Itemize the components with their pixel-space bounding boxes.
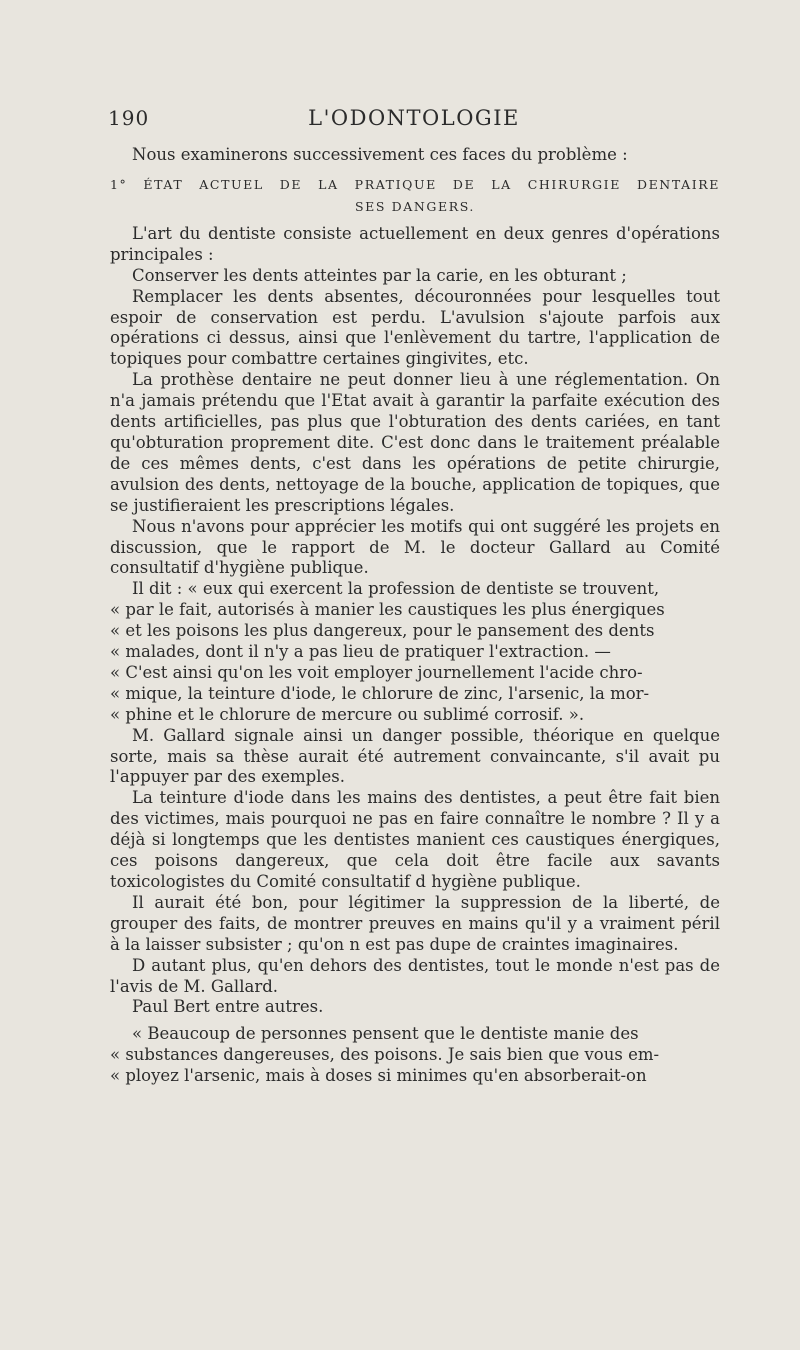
quote-line: « C'est ainsi qu'on les voit employer journellement l'acide chro- (110, 662, 643, 682)
paragraph: La teinture d'iode dans les mains des dentistes, a peut être fait bien des victimes, mais pourquoi ne pas en faire connaître le nombre ? Il y a déjà si longtemps que les dentistes manient ces caustiques énergiques, ces poisons dangereux, que cela doit être facile aux savants toxicologistes du Comité consultatif d hygiène publique. (110, 788, 720, 891)
paragraph: D autant plus, qu'en dehors des dentistes, tout le monde n'est pas de l'avis de M. Gallard. (110, 955, 720, 996)
quote-line: Il dit : « eux qui exercent la profession de dentiste se trouvent, (132, 579, 660, 599)
paragraph: Conserver les dents atteintes par la carie, en les obturant ; (132, 265, 627, 285)
paragraph: Remplacer les dents absentes, découronnées pour lesquelles tout espoir de conservation est perdu. L'avulsion s'ajoute parfois aux opérations ci dessus, ainsi que l'enlèvement du tartre, l'application de topiques pour combattre certaines gingivites, etc. (110, 286, 720, 369)
section-heading-line-2: SES DANGERS. (354, 198, 476, 214)
quote-line: « malades, dont il n'y a pas lieu de pratiquer l'extraction. — (110, 642, 611, 662)
quote-line: « substances dangereuses, des poisons. Je sais bien que vous em- (110, 1045, 660, 1065)
quote-line: « mique, la teinture d'iode, le chlorure de zinc, l'arsenic, la mor- (110, 683, 650, 703)
section-heading (110, 174, 720, 218)
paragraph: Paul Bert entre autres. (132, 997, 324, 1017)
section-heading-line-1: 1° ÉTAT ACTUEL DE LA PRATIQUE DE LA CHIRURGIE DENTAIRE (110, 176, 720, 192)
page-header (108, 102, 720, 138)
intro-paragraph: Nous examinerons successivement ces faces du problème : (132, 145, 628, 164)
quote-line: « phine et le chlorure de mercure ou sublimé corrosif. ». (110, 704, 585, 724)
quotation-paul-bert (110, 1024, 720, 1087)
paragraph: La prothèse dentaire ne peut donner lieu à une réglementation. On n'a jamais prétendu que l'Etat avait à garantir la parfaite exécution des dents artificielles, pas plus que l'obturation des dents cariées, en tant qu'obturation proprement dite. C'est donc dans le traitement préalable de ces mêmes dents, c'est dans les opérations de petite chirurgie, avulsion des dents, nettoyage de la bouche, application de topiques, que se justifieraient les prescriptions légales. (110, 370, 720, 515)
quote-line: « ployez l'arsenic, mais à doses si minimes qu'en absorberait-on (110, 1066, 647, 1086)
quote-line: « et les poisons les plus dangereux, pour le pansement des dents (110, 621, 655, 641)
quote-line: « par le fait, autorisés à manier les caustiques les plus énergiques (110, 600, 665, 620)
body-text (110, 145, 720, 1087)
paragraph: Nous n'avons pour apprécier les motifs qui ont suggéré les projets en discussion, que le rapport de M. le docteur Gallard au Comité consultatif d'hygiène publique. (110, 516, 720, 578)
quote-line: « Beaucoup de personnes pensent que le dentiste manie des (132, 1024, 639, 1044)
running-title: L'ODONTOLOGIE (308, 106, 520, 130)
paragraph: L'art du dentiste consiste actuellement en deux genres d'opérations principales : (110, 223, 720, 264)
page-number: 190 (108, 106, 150, 130)
paragraph: M. Gallard signale ainsi un danger possible, théorique en quelque sorte, mais sa thèse aurait été autrement convaincante, s'il avait pu l'appuyer par des exemples. (110, 725, 720, 787)
quotation-gallard (110, 579, 720, 725)
paragraph: Il aurait été bon, pour légitimer la suppression de la liberté, de grouper des faits, de montrer preuves en mains qu'il y a vraiment péril à la laisser subsister ; qu'on n est pas dupe de craintes imaginaires. (110, 892, 720, 954)
